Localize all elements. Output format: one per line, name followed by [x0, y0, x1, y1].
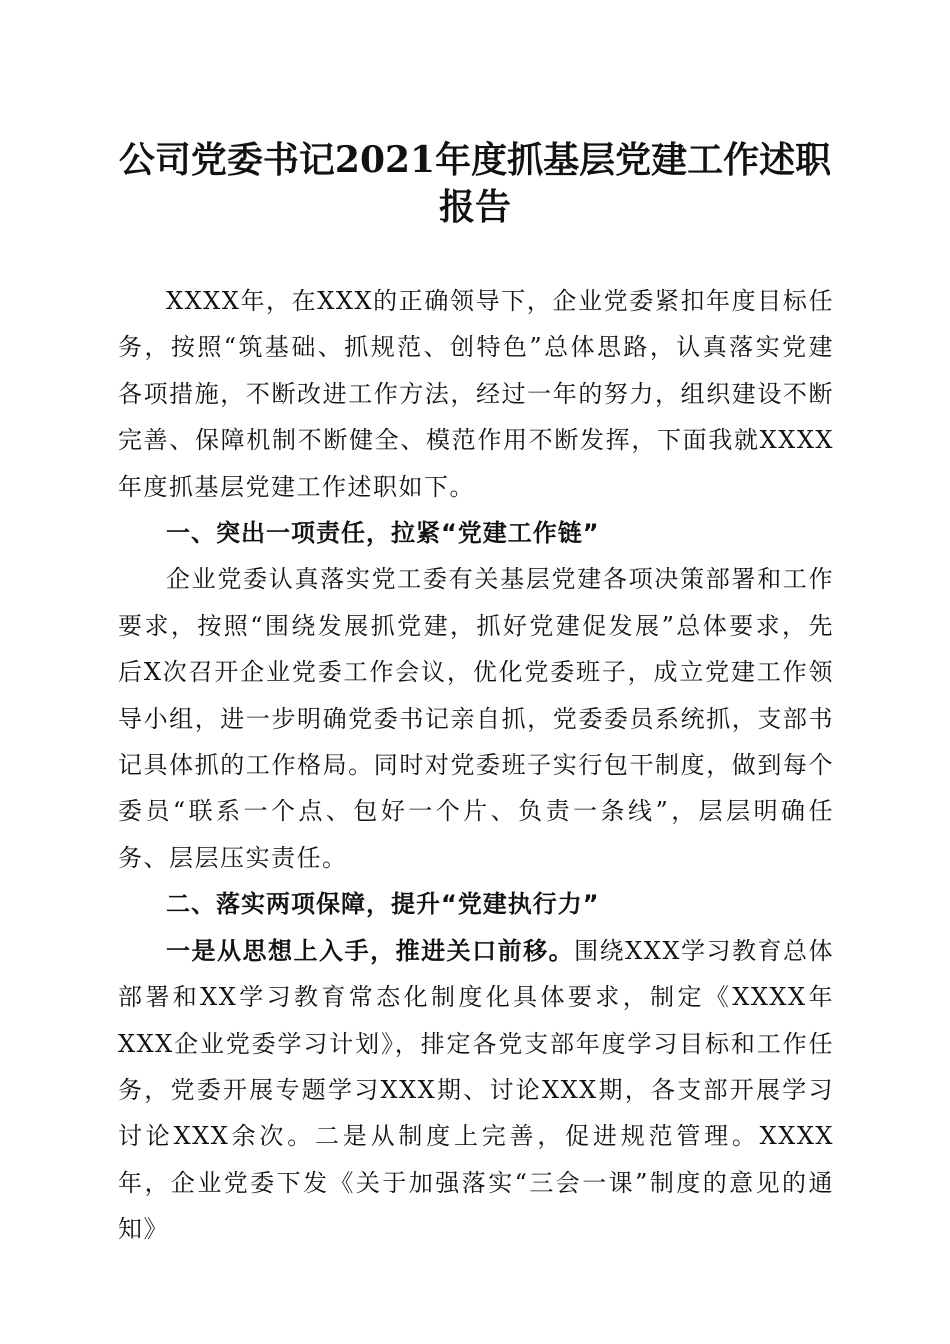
document-title-line-1: 公司党委书记2021年度抓基层党建工作述职 [118, 139, 832, 181]
section-1-heading: 一、突出一项责任，拉紧“党建工作链” [166, 519, 600, 548]
section-2-body: 围绕XXX学习教育总体部署和XX学习教育常态化制度化具体要求，制定《XXXX年XXX企业党委学习计划》，排定各党支部年度学习目标和工作任务，党委开展专题学习XXX期、讨论XXX期，各支部开展学习讨论XXX余次。二是从制度上完善，促进规范管理。XXXX年，企业党委下发《关于加强落实“三会一课”制度的意见的通知》 [118, 936, 834, 1244]
document-body [118, 278, 834, 1253]
document-title-line-2: 报告 [438, 186, 511, 228]
section-2-lead: 一是从思想上入手，推进关口前移。 [166, 935, 575, 965]
section-2-paragraph [118, 928, 834, 1253]
intro-paragraph: XXXX年，在XXX的正确领导下，企业党委紧扣年度目标任务，按照“筑基础、抓规范、创特色”总体思路，认真落实党建各项措施，不断改进工作方法，经过一年的努力，组织建设不断完善、保障机制不断健全、模范作用不断发挥，下面我就XXXX年度抓基层党建工作述职如下。 [118, 287, 834, 501]
section-1-paragraph: 企业党委认真落实党工委有关基层党建各项决策部署和工作要求，按照“围绕发展抓党建，抓好党建促发展”总体要求，先后X次召开企业党委工作会议，优化党委班子，成立党建工作领导小组，进一步明确党委书记亲自抓，党委委员系统抓，支部书记具体抓的工作格局。同时对党委班子实行包干制度，做到每个委员“联系一个点、包好一个片、负责一条线”，层层明确任务、层层压实责任。 [118, 565, 834, 872]
section-2-heading: 二、落实两项保障，提升“党建执行力” [166, 890, 600, 919]
